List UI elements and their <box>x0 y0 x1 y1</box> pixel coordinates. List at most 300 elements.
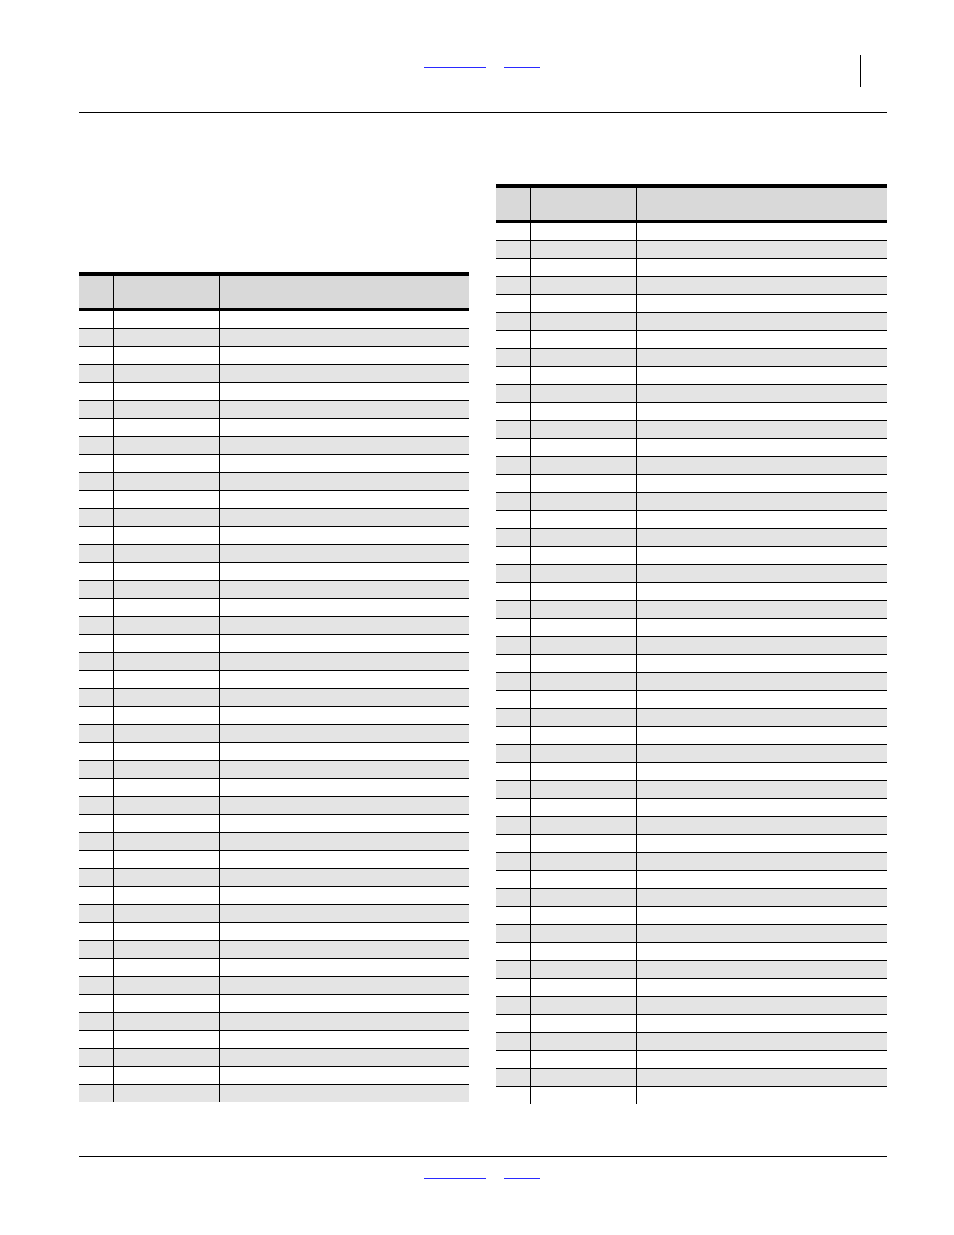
right-cell-col3 <box>636 924 887 942</box>
left-cell-col2 <box>113 958 219 976</box>
right-cell-col1 <box>496 420 530 438</box>
left-cell-col1 <box>79 958 113 976</box>
right-cell-col2 <box>530 420 636 438</box>
right-table-row <box>496 726 887 744</box>
left-cell-col3 <box>219 706 469 724</box>
right-cell-col3 <box>636 528 887 546</box>
footer-rule <box>79 1156 887 1157</box>
right-table-row <box>496 960 887 978</box>
right-cell-col2 <box>530 762 636 780</box>
left-cell-col2 <box>113 904 219 922</box>
right-table-row <box>496 834 887 852</box>
left-cell-col3 <box>219 742 469 760</box>
left-cell-col1 <box>79 616 113 634</box>
left-table-row <box>79 382 469 400</box>
right-cell-col3 <box>636 366 887 384</box>
left-cell-col3 <box>219 598 469 616</box>
left-cell-col3 <box>219 309 469 328</box>
left-cell-col2 <box>113 382 219 400</box>
right-cell-col2 <box>530 384 636 402</box>
right-table-row <box>496 1068 887 1086</box>
right-cell-col1 <box>496 258 530 276</box>
right-table-row <box>496 762 887 780</box>
footer-nav-link-2[interactable] <box>504 1178 540 1179</box>
right-cell-col3 <box>636 276 887 294</box>
right-table-row <box>496 546 887 564</box>
left-cell-col2 <box>113 580 219 598</box>
right-cell-col1 <box>496 312 530 330</box>
right-cell-col3 <box>636 456 887 474</box>
right-cell-col1 <box>496 1032 530 1050</box>
right-cell-col1 <box>496 798 530 816</box>
right-table-row <box>496 258 887 276</box>
left-table-row <box>79 526 469 544</box>
right-cell-col3 <box>636 474 887 492</box>
right-cell-col2 <box>530 978 636 996</box>
right-cell-col2 <box>530 780 636 798</box>
right-cell-col1 <box>496 834 530 852</box>
left-cell-col3 <box>219 400 469 418</box>
right-cell-col1 <box>496 654 530 672</box>
left-table-row <box>79 994 469 1012</box>
left-table-row <box>79 760 469 778</box>
right-table-row <box>496 816 887 834</box>
left-cell-col2 <box>113 544 219 562</box>
right-cell-col3 <box>636 906 887 924</box>
right-cell-col3 <box>636 726 887 744</box>
right-cell-col2 <box>530 366 636 384</box>
right-cell-col2 <box>530 600 636 618</box>
left-table-row <box>79 580 469 598</box>
left-table-row <box>79 904 469 922</box>
left-cell-col3 <box>219 850 469 868</box>
left-table-row <box>79 814 469 832</box>
right-cell-col1 <box>496 384 530 402</box>
left-cell-col1 <box>79 418 113 436</box>
right-cell-col1 <box>496 690 530 708</box>
left-cell-col2 <box>113 436 219 454</box>
left-cell-col1 <box>79 724 113 742</box>
left-table-row <box>79 454 469 472</box>
right-cell-col2 <box>530 924 636 942</box>
right-table-row <box>496 708 887 726</box>
right-cell-col1 <box>496 780 530 798</box>
left-table-row <box>79 508 469 526</box>
left-cell-col2 <box>113 1048 219 1066</box>
right-cell-col1 <box>496 510 530 528</box>
right-cell-col2 <box>530 636 636 654</box>
left-cell-col2 <box>113 508 219 526</box>
right-table-row <box>496 582 887 600</box>
left-table-row <box>79 778 469 796</box>
right-cell-col2 <box>530 456 636 474</box>
left-cell-col3 <box>219 418 469 436</box>
right-col-header-1 <box>496 186 530 221</box>
right-cell-col1 <box>496 582 530 600</box>
left-cell-col1 <box>79 328 113 346</box>
right-cell-col2 <box>530 1014 636 1032</box>
right-cell-col1 <box>496 492 530 510</box>
right-cell-col3 <box>636 546 887 564</box>
right-cell-col3 <box>636 996 887 1014</box>
left-table-row <box>79 472 469 490</box>
left-cell-col1 <box>79 976 113 994</box>
left-cell-col3 <box>219 904 469 922</box>
left-cell-col1 <box>79 832 113 850</box>
left-cell-col1 <box>79 994 113 1012</box>
left-cell-col3 <box>219 508 469 526</box>
left-cell-col3 <box>219 976 469 994</box>
right-cell-col2 <box>530 258 636 276</box>
right-cell-col2 <box>530 888 636 906</box>
left-cell-col3 <box>219 526 469 544</box>
left-cell-col1 <box>79 400 113 418</box>
right-cell-col1 <box>496 852 530 870</box>
right-cell-col2 <box>530 816 636 834</box>
right-cell-col1 <box>496 366 530 384</box>
left-cell-col3 <box>219 1084 469 1102</box>
left-cell-col1 <box>79 742 113 760</box>
right-cell-col2 <box>530 996 636 1014</box>
left-cell-col3 <box>219 688 469 706</box>
left-cell-col2 <box>113 688 219 706</box>
right-cell-col1 <box>496 708 530 726</box>
right-cell-col1 <box>496 636 530 654</box>
right-table-row <box>496 654 887 672</box>
left-cell-col2 <box>113 886 219 904</box>
left-cell-col3 <box>219 346 469 364</box>
left-cell-col3 <box>219 472 469 490</box>
right-cell-col3 <box>636 852 887 870</box>
right-parts-table <box>496 184 887 1104</box>
right-cell-col3 <box>636 618 887 636</box>
header-rule <box>79 112 887 113</box>
right-cell-col1 <box>496 438 530 456</box>
left-cell-col2 <box>113 868 219 886</box>
left-cell-col3 <box>219 670 469 688</box>
left-cell-col3 <box>219 1048 469 1066</box>
left-table-row <box>79 346 469 364</box>
right-table-row <box>496 402 887 420</box>
left-cell-col2 <box>113 418 219 436</box>
left-cell-col3 <box>219 364 469 382</box>
right-cell-col2 <box>530 492 636 510</box>
left-cell-col2 <box>113 526 219 544</box>
left-cell-col1 <box>79 598 113 616</box>
left-cell-col2 <box>113 598 219 616</box>
left-table-row <box>79 832 469 850</box>
right-cell-col3 <box>636 330 887 348</box>
right-cell-col3 <box>636 708 887 726</box>
right-cell-col2 <box>530 528 636 546</box>
left-cell-col3 <box>219 454 469 472</box>
right-cell-col1 <box>496 1086 530 1104</box>
left-cell-col2 <box>113 778 219 796</box>
left-cell-col1 <box>79 508 113 526</box>
right-cell-col3 <box>636 240 887 258</box>
right-table-row <box>496 636 887 654</box>
right-table-row <box>496 1050 887 1068</box>
left-cell-col2 <box>113 742 219 760</box>
header-nav-link-1[interactable] <box>424 67 486 68</box>
right-cell-col3 <box>636 294 887 312</box>
right-table-row <box>496 888 887 906</box>
right-cell-col1 <box>496 978 530 996</box>
right-cell-col2 <box>530 348 636 366</box>
right-cell-col3 <box>636 438 887 456</box>
left-cell-col1 <box>79 309 113 328</box>
left-table-row <box>79 688 469 706</box>
right-table-row <box>496 564 887 582</box>
left-cell-col1 <box>79 760 113 778</box>
right-cell-col1 <box>496 600 530 618</box>
left-cell-col3 <box>219 436 469 454</box>
right-cell-col3 <box>636 942 887 960</box>
left-cell-col1 <box>79 868 113 886</box>
left-cell-col3 <box>219 994 469 1012</box>
right-cell-col1 <box>496 744 530 762</box>
right-cell-col2 <box>530 744 636 762</box>
right-cell-col2 <box>530 276 636 294</box>
left-table-row <box>79 400 469 418</box>
left-table-row <box>79 670 469 688</box>
right-cell-col1 <box>496 906 530 924</box>
right-cell-col2 <box>530 906 636 924</box>
left-cell-col3 <box>219 796 469 814</box>
right-table-row <box>496 600 887 618</box>
left-cell-col2 <box>113 562 219 580</box>
right-table-row <box>496 870 887 888</box>
right-cell-col2 <box>530 438 636 456</box>
right-table-row <box>496 906 887 924</box>
right-cell-col2 <box>530 564 636 582</box>
left-parts-table <box>79 272 469 1102</box>
left-table-row <box>79 1084 469 1102</box>
left-cell-col1 <box>79 1048 113 1066</box>
left-cell-col1 <box>79 1066 113 1084</box>
left-col-header-3 <box>219 274 469 309</box>
left-cell-col3 <box>219 724 469 742</box>
right-cell-col3 <box>636 690 887 708</box>
left-table-row <box>79 634 469 652</box>
right-cell-col3 <box>636 672 887 690</box>
right-cell-col3 <box>636 1014 887 1032</box>
right-cell-col3 <box>636 1086 887 1104</box>
right-table-row <box>496 978 887 996</box>
right-cell-col2 <box>530 834 636 852</box>
right-cell-col3 <box>636 312 887 330</box>
footer-nav-link-1[interactable] <box>424 1178 486 1179</box>
left-cell-col1 <box>79 778 113 796</box>
left-cell-col1 <box>79 364 113 382</box>
page-tab-marker <box>860 55 861 87</box>
left-cell-col1 <box>79 382 113 400</box>
left-cell-col2 <box>113 670 219 688</box>
left-cell-col3 <box>219 562 469 580</box>
left-cell-col2 <box>113 832 219 850</box>
right-cell-col2 <box>530 690 636 708</box>
left-table-row <box>79 976 469 994</box>
right-cell-col3 <box>636 1068 887 1086</box>
right-cell-col1 <box>496 960 530 978</box>
left-cell-col1 <box>79 526 113 544</box>
right-col-header-3 <box>636 186 887 221</box>
left-cell-col1 <box>79 436 113 454</box>
right-cell-col1 <box>496 564 530 582</box>
left-cell-col1 <box>79 706 113 724</box>
right-table-row <box>496 780 887 798</box>
left-cell-col1 <box>79 652 113 670</box>
right-cell-col2 <box>530 708 636 726</box>
left-cell-col1 <box>79 886 113 904</box>
left-cell-col1 <box>79 544 113 562</box>
right-cell-col1 <box>496 1050 530 1068</box>
right-cell-col3 <box>636 384 887 402</box>
right-cell-col3 <box>636 221 887 240</box>
right-cell-col2 <box>530 1032 636 1050</box>
right-table-row <box>496 312 887 330</box>
left-cell-col3 <box>219 1012 469 1030</box>
left-table-row <box>79 886 469 904</box>
left-table-row <box>79 742 469 760</box>
right-cell-col2 <box>530 1050 636 1068</box>
left-cell-col3 <box>219 490 469 508</box>
right-cell-col3 <box>636 258 887 276</box>
right-cell-col1 <box>496 924 530 942</box>
left-cell-col1 <box>79 850 113 868</box>
right-cell-col1 <box>496 546 530 564</box>
right-table-row <box>496 330 887 348</box>
right-table-row <box>496 294 887 312</box>
left-cell-col3 <box>219 832 469 850</box>
right-cell-col3 <box>636 798 887 816</box>
left-cell-col2 <box>113 346 219 364</box>
left-cell-col1 <box>79 562 113 580</box>
right-cell-col3 <box>636 636 887 654</box>
right-table-row <box>496 1086 887 1104</box>
left-col-header-2 <box>113 274 219 309</box>
left-cell-col1 <box>79 346 113 364</box>
right-cell-col3 <box>636 600 887 618</box>
left-cell-col1 <box>79 634 113 652</box>
left-cell-col3 <box>219 328 469 346</box>
right-cell-col3 <box>636 780 887 798</box>
left-cell-col2 <box>113 309 219 328</box>
left-cell-col1 <box>79 670 113 688</box>
left-table-row <box>79 850 469 868</box>
right-table-row <box>496 1032 887 1050</box>
left-cell-col2 <box>113 400 219 418</box>
right-cell-col3 <box>636 510 887 528</box>
left-cell-col3 <box>219 1066 469 1084</box>
right-table-row <box>496 618 887 636</box>
left-cell-col3 <box>219 958 469 976</box>
left-cell-col1 <box>79 472 113 490</box>
left-cell-col3 <box>219 382 469 400</box>
right-cell-col2 <box>530 942 636 960</box>
left-cell-col3 <box>219 922 469 940</box>
right-cell-col1 <box>496 996 530 1014</box>
right-cell-col2 <box>530 672 636 690</box>
right-cell-col2 <box>530 1086 636 1104</box>
right-cell-col2 <box>530 726 636 744</box>
left-cell-col2 <box>113 760 219 778</box>
left-cell-col2 <box>113 634 219 652</box>
left-cell-col3 <box>219 580 469 598</box>
left-table-row <box>79 940 469 958</box>
header-nav-link-2[interactable] <box>504 67 540 68</box>
left-cell-col2 <box>113 454 219 472</box>
right-table-row <box>496 456 887 474</box>
right-cell-col2 <box>530 960 636 978</box>
right-cell-col3 <box>636 888 887 906</box>
right-cell-col1 <box>496 474 530 492</box>
left-cell-col2 <box>113 850 219 868</box>
left-table-row <box>79 958 469 976</box>
right-table-row <box>496 1014 887 1032</box>
left-cell-col3 <box>219 634 469 652</box>
right-cell-col2 <box>530 240 636 258</box>
right-cell-col3 <box>636 402 887 420</box>
right-cell-col3 <box>636 420 887 438</box>
right-table-row <box>496 276 887 294</box>
right-table-row <box>496 744 887 762</box>
left-cell-col1 <box>79 580 113 598</box>
left-table-row <box>79 796 469 814</box>
left-table-row <box>79 1066 469 1084</box>
right-cell-col1 <box>496 528 530 546</box>
left-cell-col2 <box>113 796 219 814</box>
right-table-row <box>496 438 887 456</box>
right-cell-col1 <box>496 762 530 780</box>
right-cell-col2 <box>530 221 636 240</box>
left-table-row <box>79 598 469 616</box>
left-cell-col2 <box>113 940 219 958</box>
right-cell-col2 <box>530 294 636 312</box>
right-cell-col3 <box>636 762 887 780</box>
left-table-row <box>79 652 469 670</box>
right-cell-col3 <box>636 744 887 762</box>
right-cell-col2 <box>530 618 636 636</box>
right-table-row <box>496 221 887 240</box>
left-table-row <box>79 616 469 634</box>
right-cell-col1 <box>496 348 530 366</box>
right-cell-col1 <box>496 221 530 240</box>
right-table-row <box>496 528 887 546</box>
right-cell-col2 <box>530 798 636 816</box>
left-cell-col1 <box>79 1030 113 1048</box>
left-cell-col2 <box>113 364 219 382</box>
right-cell-col1 <box>496 1068 530 1086</box>
right-table-row <box>496 510 887 528</box>
left-table-row <box>79 544 469 562</box>
right-cell-col1 <box>496 402 530 420</box>
left-cell-col2 <box>113 1084 219 1102</box>
right-cell-col1 <box>496 330 530 348</box>
left-table-row <box>79 724 469 742</box>
right-table-row <box>496 942 887 960</box>
left-table-row <box>79 922 469 940</box>
right-table-row <box>496 384 887 402</box>
right-cell-col2 <box>530 582 636 600</box>
right-cell-col1 <box>496 1014 530 1032</box>
left-cell-col1 <box>79 940 113 958</box>
left-table-row <box>79 418 469 436</box>
left-cell-col2 <box>113 814 219 832</box>
left-cell-col1 <box>79 796 113 814</box>
right-cell-col3 <box>636 492 887 510</box>
left-cell-col1 <box>79 814 113 832</box>
